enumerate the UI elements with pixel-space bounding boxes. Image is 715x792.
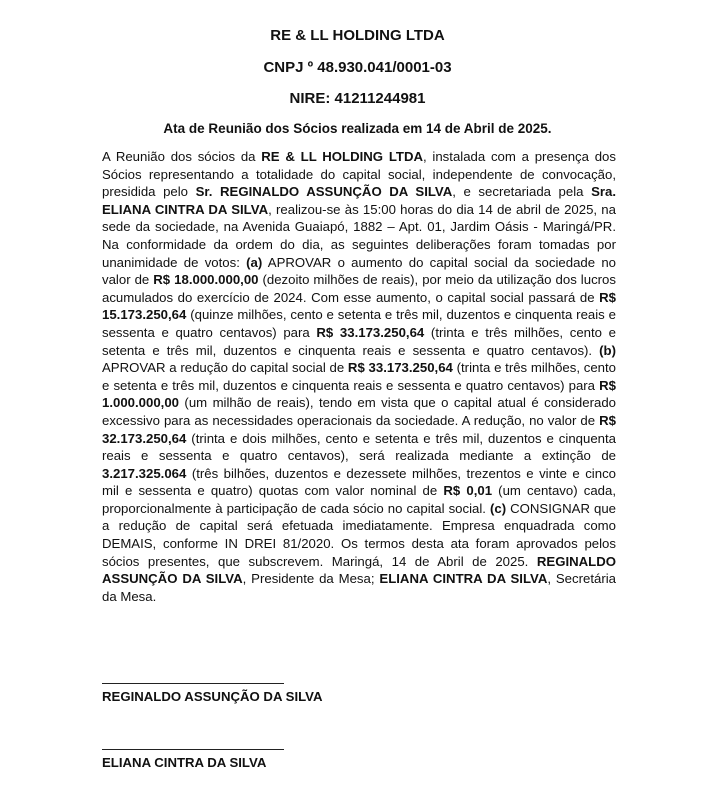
body-text-segment: (trinta e três milhões, cento e setenta e três mil, duzentos e cinquenta reais e sessenta e quatro centavos) para [102, 360, 617, 393]
body-bold-segment: R$ 0,01 [443, 483, 493, 499]
signature-line [102, 683, 284, 684]
body-text-segment: , Secretária da Mesa. [102, 571, 616, 604]
body-bold-segment: 3.217.325.064 [102, 465, 187, 481]
body-text-segment: (trinta e três milhões, cento e setenta e três mil, duzentos e cinquenta reais e sessenta e quatro centavos). [102, 324, 616, 358]
body-text-segment: (dezoito milhões de reais), por meio da utilização dos lucros acumulados do exercício de 2024. Com esse aumento, o capital social passará de [102, 272, 616, 305]
body-text-segment: (um milhão de reais), tendo em vista que o capital atual é considerado excessivo para as necessidades operacionais da sociedade. A redução, no valor de [102, 395, 616, 428]
body-text-segment: CONSIGNAR que a redução de capital será efetuada imediatamente. Empresa enquadrada como DEMAIS, conforme IN DREI 81/2020. Os termos desta ata foram aprovados pelos sócios presentes, que subscrevem. Maringá, 14 de Abril de 2025. [102, 500, 616, 569]
signatory-name-secretary: ELIANA CINTRA DA SILVA [102, 755, 267, 770]
body-bold-segment: ELIANA CINTRA DA SILVA [379, 571, 548, 587]
company-name: RE & LL HOLDING LTDA [270, 27, 445, 44]
body-text-segment: , realizou-se às 15:00 horas do dia 14 de abril de 2025, na sede da sociedade, na Avenida Guaiapó, 1882 – Apt. 01, Jardim Oásis - Maringá/PR. Na conformidade da ordem do dia, as seguintes deliberações foram tomadas por unanimidade de votos: [102, 201, 616, 270]
body-bold-segment: RE & LL HOLDING LTDA [261, 149, 423, 164]
body-bold-segment: R$ 18.000.000,00 [153, 272, 259, 288]
body-bold-segment: (b) [599, 342, 616, 358]
body-text-segment: APROVAR a redução do capital social de [102, 360, 348, 376]
body-bold-segment: R$ 1.000.000,00 [102, 377, 616, 411]
body-bold-segment: Sr. REGINALDO ASSUNÇÃO DA SILVA [195, 184, 453, 200]
body-text-segment: , e secretariada pela [452, 184, 592, 200]
body-bold-segment: R$ 15.173.250,64 [102, 289, 616, 323]
signature-line [102, 749, 284, 750]
body-bold-segment: R$ 33.173.250,64 [316, 324, 425, 340]
body-text-segment: (quinze milhões, cento e setenta e três mil, duzentos e cinquenta reais e sessenta e quatro centavos) para [102, 307, 616, 340]
minutes-title: Ata de Reunião dos Sócios realizada em 14 de Abril de 2025. [163, 121, 552, 136]
body-bold-segment: R$ 32.173.250,64 [102, 412, 616, 446]
minutes-body [102, 148, 616, 605]
body-text-segment: (trinta e dois milhões, cento e setenta e três mil, duzentos e cinquenta reais e sessenta e quatro centavos), será realizada mediante a extinção de [102, 430, 616, 464]
body-text-segment: (três bilhões, duzentos e dezessete milhões, trezentos e vinte e cinco mil e sessenta e quatro) quotas com valor nominal de [102, 465, 616, 499]
body-bold-segment: (c) [489, 500, 507, 516]
nire-number: NIRE: 41211244981 [289, 90, 426, 107]
body-bold-segment: R$ 33.173.250,64 [347, 360, 453, 376]
body-bold-segment: (a) [246, 254, 263, 270]
body-text-segment: APROVAR o aumento do capital social da sociedade no valor de [102, 254, 616, 288]
body-text-segment: , Presidente da Mesa; [242, 571, 380, 587]
body-text-segment: (um centavo) cada, proporcionalmente à participação de cada sócio no capital social. [102, 483, 616, 516]
body-bold-segment: REGINALDO ASSUNÇÃO DA SILVA [102, 553, 616, 587]
cnpj-number: CNPJ º 48.930.041/0001-03 [263, 59, 452, 76]
body-text-segment: , instalada com a presença dos Sócios representando a totalidade do capital social, independente de convocação, presidida pelo [102, 149, 616, 200]
body-bold-segment: Sra. ELIANA CINTRA DA SILVA [102, 184, 616, 217]
body-text-segment: A Reunião dos sócios da [102, 149, 262, 164]
signatory-name-president: REGINALDO ASSUNÇÃO DA SILVA [102, 689, 323, 704]
